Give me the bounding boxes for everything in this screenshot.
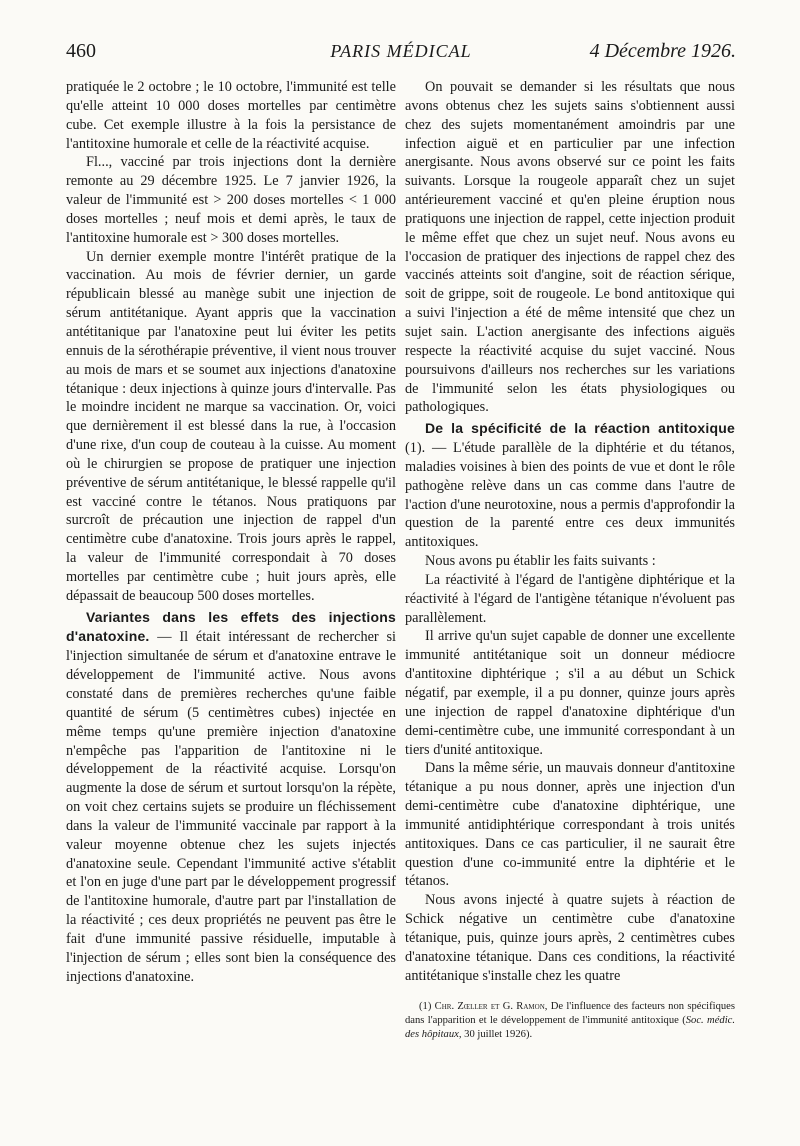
right-column <box>405 78 735 1042</box>
footnote-authors: Chr. Zœller et G. Ramon, <box>434 1000 548 1012</box>
issue-date: 4 Décembre 1926. <box>589 40 736 62</box>
left-column <box>66 78 396 987</box>
footnote <box>405 1000 735 1042</box>
footnote-text: De l'influence des facteurs non spécifiques dans l'apparition et le développement de l'immunité antitoxique ( <box>405 1000 735 1026</box>
paragraph: Dans la même série, un mauvais donneur d'antitoxine tétanique a pu nous donner, après une injection d'un demi-centimètre cube d'anatoxine diphtérique, une immunité antidiphtérique correspondant à trois unités antitoxiques. Dans ce cas particulier, il ne saurait être question d'une co-immunité entre la diphtérie et le tétanos. <box>405 760 735 890</box>
page-number: 460 <box>66 40 96 62</box>
section-paragraph <box>66 608 396 987</box>
paragraph: Il arrive qu'un sujet capable de donner une excellente immunité antitétanique soit un donneur médiocre d'antitoxine diphtérique ; s'il a au début un Schick négatif, par exemple, il a pu donner, quinze jours après une injection de rappel d'anatoxine diphtérique d'un demi-centimètre cube, une immunité correspondant à un tiers d'unité antitoxique. <box>405 628 735 758</box>
section-paragraph <box>405 419 735 552</box>
footnote-number: (1) <box>419 1000 432 1012</box>
paragraph: On pouvait se demander si les résultats que nous avons obtenus chez les sujets sains s'obtiennent aussi chez des sujets momentanément amoindris par une infection aiguë et en particulier par une infection anergisante. Nous avons observé sur ce point les faits suivants. Lorsque la rougeole apparaît chez un sujet antérieurement vacciné et qu'en pleine éruption nous pratiquons une injection de rappel, cette injection produit le même effet que chez un sujet neuf. Nous avons eu l'occasion de pratiquer des injections de rappel chez des vaccinés atteints soit d'angine, soit de réaction sérique, soit de grippe, soit de rougeole. Le bond antitoxique qui a suivi l'injection a été de même intensité que chez un sujet sain. L'action anergisante des infections aiguës respecte la réactivité acquise du sujet vacciné. Nous poursuivons d'ailleurs nos recherches sur les variations de l'immunité selon les états physiologiques ou pathologiques. <box>405 79 735 416</box>
section-heading: De la spécificité de la réaction antitoxique <box>425 420 735 437</box>
section-heading: Variantes dans les effets des injections d'anatoxine. <box>66 608 396 645</box>
paragraph: Nous avons injecté à quatre sujets à réaction de Schick négative un centimètre cube d'anatoxine tétanique, puis, quinze jours après, 2 centimètres cubes d'anatoxine tétanique. Dans ces conditions, la réactivité antitétanique s'installe chez les quatre <box>405 892 735 984</box>
footnote-source: Soc. médic. des hôpitaux, <box>405 1014 735 1040</box>
section-body: — Il était intéressant de rechercher si l'injection simultanée de sérum et d'anatoxine entrave le développement de l'immunité active. Nous avons constaté dans de premières recherches qu'une faible quantité de sérum (5 centimètres cubes) injectée en même temps qu'une première injection d'anatoxine n'empêche pas l'apparition de l'antitoxine ni le développement de la réactivité acquise. Lorsqu'on augmente la dose de sérum et surtout lorsqu'on la répète, on voit chez certains sujets se produire un fléchissement dans la valeur de l'immunité vaccinale par rapport à la valeur moyenne obtenue chez les sujets injectés d'anatoxine seule. Cependant l'immunité active s'établit et l'on en juge d'une part par le développement progressif de l'antitoxine humorale, d'autre part par l'installation de la réactivité ; ces deux propriétés ne peuvent pas être le fait d'une immunité passive résiduelle, imputable à l'injection de sérum ; elles sont bien la conséquence des injections d'anatoxine. <box>66 629 396 985</box>
section-body: — L'étude parallèle de la diphtérie et du tétanos, maladies voisines à bien des points de vue et dont le rôle pathogène relève dans un cas comme dans l'autre de l'action d'une neurotoxine, nous a permis d'approfondir la question de la parenté entre ces deux immunités antitoxiques. <box>405 440 735 551</box>
paragraph: La réactivité à l'égard de l'antigène diphtérique et la réactivité à l'égard de l'antigène tétanique n'évoluent pas parallèlement. <box>405 571 735 626</box>
paragraph: Un dernier exemple montre l'intérêt pratique de la vaccination. Au mois de février dernier, un garde républicain blessé au manège subit une injection de sérum antitétanique. Ayant appris que la vaccination antétitanique par l'anatoxine peut lui éviter les petits ennuis de la sérothérapie préventive, il vient nous trouver au mois de mars et se soumet aux injections d'anatoxine tétanique : deux injections à quinze jours d'intervalle. Pas le moindre incident ne marque sa vaccination. Or, voici que dernièrement il est blessé dans la rue, à l'occasion d'une rixe, d'un coup de couteau à la cuisse. Au moment où le chirurgien se propose de pratiquer une injection préventive de sérum antitétanique, le blessé rappelle qu'il est vacciné contre le tétanos. Nous pratiquons par surcroît de précaution une injection de rappel d'un centimètre cube d'anatoxine. Trois jours après le rappel, la valeur de l'immunité correspondait à 70 doses mortelles par centimètre cube ; huit jours après, elle dépassait de beaucoup 500 doses mortelles. <box>66 248 396 604</box>
footnote-reference: (1). <box>405 440 426 457</box>
paragraph: pratiquée le 2 octobre ; le 10 octobre, l'immunité est telle qu'elle atteint 10 000 doses mortelles par centimètre cube. Cet exemple illustre à la fois la persistance de l'antitoxine humorale et celle de la réactivité acquise. <box>66 79 396 152</box>
footnote-date: 30 juillet 1926). <box>461 1028 533 1040</box>
journal-title: PARIS MÉDICAL <box>330 41 472 61</box>
paragraph: Nous avons pu établir les faits suivants : <box>425 553 656 570</box>
paragraph: Fl..., vacciné par trois injections dont la dernière remonte au 29 décembre 1925. Le 7 janvier 1926, la valeur de l'immunité est > 200 doses mortelles < 1 000 doses mortelles ; neuf mois et demi après, le taux de l'antitoxine humorale est > 300 doses mortelles. <box>66 154 396 246</box>
page-header <box>66 40 736 66</box>
